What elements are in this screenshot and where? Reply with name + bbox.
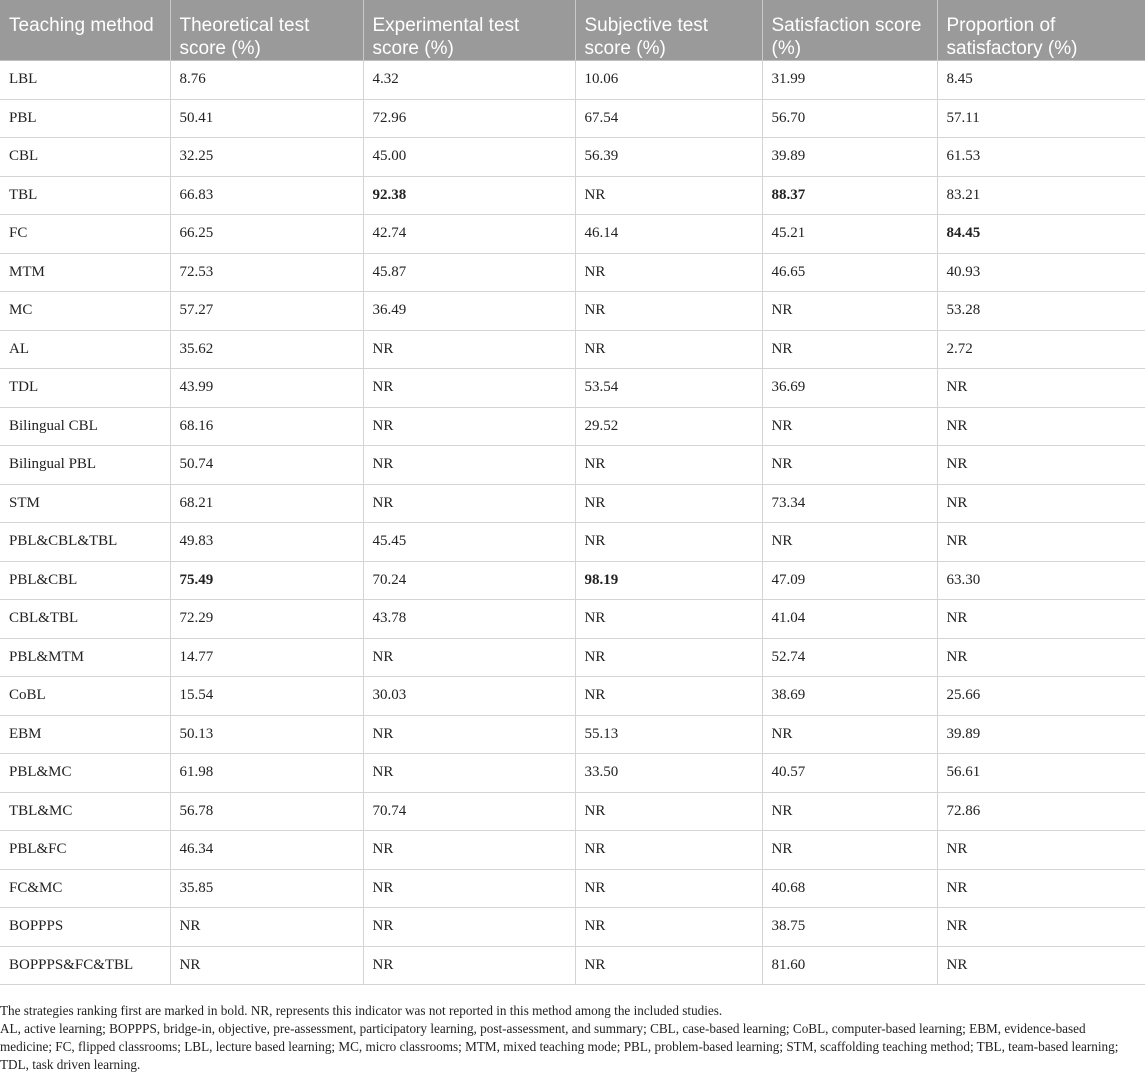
method-cell: AL bbox=[0, 330, 170, 369]
score-cell: 45.87 bbox=[363, 253, 575, 292]
score-cell: 73.34 bbox=[762, 484, 937, 523]
score-cell: 66.25 bbox=[170, 215, 363, 254]
method-cell: FC bbox=[0, 215, 170, 254]
score-cell: 2.72 bbox=[937, 330, 1145, 369]
score-cell: 72.53 bbox=[170, 253, 363, 292]
score-cell: 43.99 bbox=[170, 369, 363, 408]
score-cell: NR bbox=[937, 446, 1145, 485]
score-cell: 53.54 bbox=[575, 369, 762, 408]
method-cell: PBL&FC bbox=[0, 831, 170, 870]
score-cell: NR bbox=[575, 523, 762, 562]
score-cell: 32.25 bbox=[170, 138, 363, 177]
score-cell: NR bbox=[363, 869, 575, 908]
table-row bbox=[0, 253, 1145, 292]
score-cell: 29.52 bbox=[575, 407, 762, 446]
score-cell: 50.13 bbox=[170, 715, 363, 754]
score-cell: NR bbox=[937, 638, 1145, 677]
score-cell: NR bbox=[363, 407, 575, 446]
score-cell: 46.14 bbox=[575, 215, 762, 254]
score-cell: 81.60 bbox=[762, 946, 937, 985]
score-cell: 39.89 bbox=[937, 715, 1145, 754]
score-cell: NR bbox=[575, 638, 762, 677]
score-cell: 35.62 bbox=[170, 330, 363, 369]
table-row bbox=[0, 369, 1145, 408]
method-cell: EBM bbox=[0, 715, 170, 754]
score-cell: NR bbox=[937, 407, 1145, 446]
score-cell: NR bbox=[575, 792, 762, 831]
table-row bbox=[0, 407, 1145, 446]
score-cell: 46.34 bbox=[170, 831, 363, 870]
method-cell: MC bbox=[0, 292, 170, 331]
table-row bbox=[0, 330, 1145, 369]
score-cell: NR bbox=[937, 523, 1145, 562]
score-cell: 25.66 bbox=[937, 677, 1145, 716]
score-cell: NR bbox=[363, 908, 575, 947]
score-cell: 15.54 bbox=[170, 677, 363, 716]
col-header-satisfaction-score: Satisfaction score (%) bbox=[762, 0, 937, 61]
score-cell: NR bbox=[762, 446, 937, 485]
table-row bbox=[0, 754, 1145, 793]
method-cell: MTM bbox=[0, 253, 170, 292]
method-cell: PBL&MTM bbox=[0, 638, 170, 677]
score-cell: 57.11 bbox=[937, 99, 1145, 138]
score-cell: 92.38 bbox=[363, 176, 575, 215]
score-cell: 40.68 bbox=[762, 869, 937, 908]
table-row bbox=[0, 677, 1145, 716]
score-cell: NR bbox=[762, 523, 937, 562]
table-row bbox=[0, 176, 1145, 215]
table-body bbox=[0, 61, 1145, 985]
score-cell: 63.30 bbox=[937, 561, 1145, 600]
score-cell: 42.74 bbox=[363, 215, 575, 254]
score-cell: NR bbox=[170, 946, 363, 985]
score-cell: NR bbox=[363, 831, 575, 870]
table-row bbox=[0, 715, 1145, 754]
score-cell: NR bbox=[937, 369, 1145, 408]
score-cell: NR bbox=[762, 831, 937, 870]
table-row bbox=[0, 99, 1145, 138]
table-row bbox=[0, 61, 1145, 100]
score-cell: NR bbox=[363, 754, 575, 793]
method-cell: PBL&CBL&TBL bbox=[0, 523, 170, 562]
score-cell: 45.45 bbox=[363, 523, 575, 562]
method-cell: TDL bbox=[0, 369, 170, 408]
score-cell: 39.89 bbox=[762, 138, 937, 177]
score-cell: NR bbox=[762, 407, 937, 446]
score-cell: 88.37 bbox=[762, 176, 937, 215]
score-cell: 52.74 bbox=[762, 638, 937, 677]
score-cell: NR bbox=[363, 446, 575, 485]
score-cell: NR bbox=[937, 484, 1145, 523]
method-cell: TBL&MC bbox=[0, 792, 170, 831]
score-cell: 56.78 bbox=[170, 792, 363, 831]
score-cell: 53.28 bbox=[937, 292, 1145, 331]
col-header-subjective-score: Subjective test score (%) bbox=[575, 0, 762, 61]
score-cell: NR bbox=[575, 600, 762, 639]
score-cell: NR bbox=[363, 638, 575, 677]
footnote-abbreviations: AL, active learning; BOPPPS, bridge-in, objective, pre-assessment, participatory learning, post-assessment, and summary; CBL, case-based learning; CoBL, computer-based learning; EBM, evidence-based medicine; FC, flipped classrooms; LBL, lecture based learning; MC, micro classrooms; MTM, mixed teaching mode; PBL, problem-based learning; STM, scaffolding teaching method; TBL, team-based learning; TDL, task driven learning. bbox=[0, 1021, 1119, 1072]
score-cell: NR bbox=[575, 292, 762, 331]
score-cell: 57.27 bbox=[170, 292, 363, 331]
method-cell: FC&MC bbox=[0, 869, 170, 908]
score-cell: NR bbox=[575, 677, 762, 716]
score-cell: 75.49 bbox=[170, 561, 363, 600]
score-cell: NR bbox=[363, 484, 575, 523]
score-cell: 36.69 bbox=[762, 369, 937, 408]
method-cell: PBL&CBL bbox=[0, 561, 170, 600]
score-cell: 83.21 bbox=[937, 176, 1145, 215]
table-row bbox=[0, 215, 1145, 254]
table-row bbox=[0, 484, 1145, 523]
score-cell: NR bbox=[575, 253, 762, 292]
score-cell: 38.69 bbox=[762, 677, 937, 716]
score-cell: 47.09 bbox=[762, 561, 937, 600]
table-row bbox=[0, 946, 1145, 985]
score-cell: NR bbox=[575, 484, 762, 523]
method-cell: CoBL bbox=[0, 677, 170, 716]
score-cell: 35.85 bbox=[170, 869, 363, 908]
method-cell: BOPPPS bbox=[0, 908, 170, 947]
score-cell: 56.39 bbox=[575, 138, 762, 177]
score-cell: 56.70 bbox=[762, 99, 937, 138]
score-cell: 56.61 bbox=[937, 754, 1145, 793]
score-cell: 50.41 bbox=[170, 99, 363, 138]
score-cell: 43.78 bbox=[363, 600, 575, 639]
score-cell: 8.76 bbox=[170, 61, 363, 100]
score-cell: 33.50 bbox=[575, 754, 762, 793]
table-row bbox=[0, 138, 1145, 177]
table-row bbox=[0, 831, 1145, 870]
score-cell: 50.74 bbox=[170, 446, 363, 485]
score-cell: NR bbox=[170, 908, 363, 947]
score-cell: 36.49 bbox=[363, 292, 575, 331]
col-header-experimental-score: Experimental test score (%) bbox=[363, 0, 575, 61]
score-cell: 72.86 bbox=[937, 792, 1145, 831]
score-cell: 70.74 bbox=[363, 792, 575, 831]
score-cell: 49.83 bbox=[170, 523, 363, 562]
score-cell: 40.57 bbox=[762, 754, 937, 793]
table-row bbox=[0, 292, 1145, 331]
score-cell: 61.98 bbox=[170, 754, 363, 793]
score-cell: 30.03 bbox=[363, 677, 575, 716]
score-cell: NR bbox=[762, 792, 937, 831]
score-cell: 45.21 bbox=[762, 215, 937, 254]
score-cell: NR bbox=[575, 330, 762, 369]
score-cell: NR bbox=[363, 946, 575, 985]
score-cell: 55.13 bbox=[575, 715, 762, 754]
table-row bbox=[0, 446, 1145, 485]
method-cell: PBL&MC bbox=[0, 754, 170, 793]
score-cell: 38.75 bbox=[762, 908, 937, 947]
score-cell: NR bbox=[575, 446, 762, 485]
score-cell: 10.06 bbox=[575, 61, 762, 100]
score-cell: 4.32 bbox=[363, 61, 575, 100]
method-cell: TBL bbox=[0, 176, 170, 215]
score-cell: NR bbox=[762, 715, 937, 754]
method-cell: CBL&TBL bbox=[0, 600, 170, 639]
score-cell: 8.45 bbox=[937, 61, 1145, 100]
score-cell: NR bbox=[575, 176, 762, 215]
score-cell: NR bbox=[575, 908, 762, 947]
score-cell: 72.29 bbox=[170, 600, 363, 639]
score-cell: NR bbox=[937, 908, 1145, 947]
score-cell: 68.16 bbox=[170, 407, 363, 446]
col-header-proportion-satisfactory: Proportion of satisfactory (%) bbox=[937, 0, 1145, 61]
table-row bbox=[0, 638, 1145, 677]
score-cell: 72.96 bbox=[363, 99, 575, 138]
score-cell: NR bbox=[363, 330, 575, 369]
score-cell: NR bbox=[937, 831, 1145, 870]
table-row bbox=[0, 792, 1145, 831]
footnote-bold-note: The strategies ranking first are marked in bold. NR, represents this indicator was not reported in this method among the included studies. bbox=[0, 1003, 723, 1018]
method-cell: Bilingual CBL bbox=[0, 407, 170, 446]
score-cell: NR bbox=[937, 869, 1145, 908]
score-cell: NR bbox=[762, 292, 937, 331]
method-cell: BOPPPS&FC&TBL bbox=[0, 946, 170, 985]
score-cell: 66.83 bbox=[170, 176, 363, 215]
score-cell: NR bbox=[363, 715, 575, 754]
col-header-teaching-method: Teaching method bbox=[0, 0, 170, 61]
table-footnote bbox=[0, 1002, 1140, 1074]
score-cell: 98.19 bbox=[575, 561, 762, 600]
score-cell: NR bbox=[937, 946, 1145, 985]
score-cell: NR bbox=[363, 369, 575, 408]
table-row bbox=[0, 523, 1145, 562]
score-cell: 41.04 bbox=[762, 600, 937, 639]
method-cell: Bilingual PBL bbox=[0, 446, 170, 485]
header-row bbox=[0, 0, 1145, 61]
score-cell: 68.21 bbox=[170, 484, 363, 523]
score-cell: 67.54 bbox=[575, 99, 762, 138]
table-row bbox=[0, 869, 1145, 908]
method-cell: PBL bbox=[0, 99, 170, 138]
method-cell: CBL bbox=[0, 138, 170, 177]
score-cell: NR bbox=[575, 831, 762, 870]
score-cell: NR bbox=[937, 600, 1145, 639]
method-cell: STM bbox=[0, 484, 170, 523]
score-cell: 70.24 bbox=[363, 561, 575, 600]
score-cell: NR bbox=[575, 946, 762, 985]
score-cell: 14.77 bbox=[170, 638, 363, 677]
table-row bbox=[0, 600, 1145, 639]
score-cell: 31.99 bbox=[762, 61, 937, 100]
score-cell: NR bbox=[762, 330, 937, 369]
score-cell: 40.93 bbox=[937, 253, 1145, 292]
method-cell: LBL bbox=[0, 61, 170, 100]
col-header-theoretical-score: Theoretical test score (%) bbox=[170, 0, 363, 61]
table-row bbox=[0, 561, 1145, 600]
score-cell: 61.53 bbox=[937, 138, 1145, 177]
score-cell: 45.00 bbox=[363, 138, 575, 177]
score-cell: 46.65 bbox=[762, 253, 937, 292]
score-cell: 84.45 bbox=[937, 215, 1145, 254]
table-row bbox=[0, 908, 1145, 947]
score-cell: NR bbox=[575, 869, 762, 908]
